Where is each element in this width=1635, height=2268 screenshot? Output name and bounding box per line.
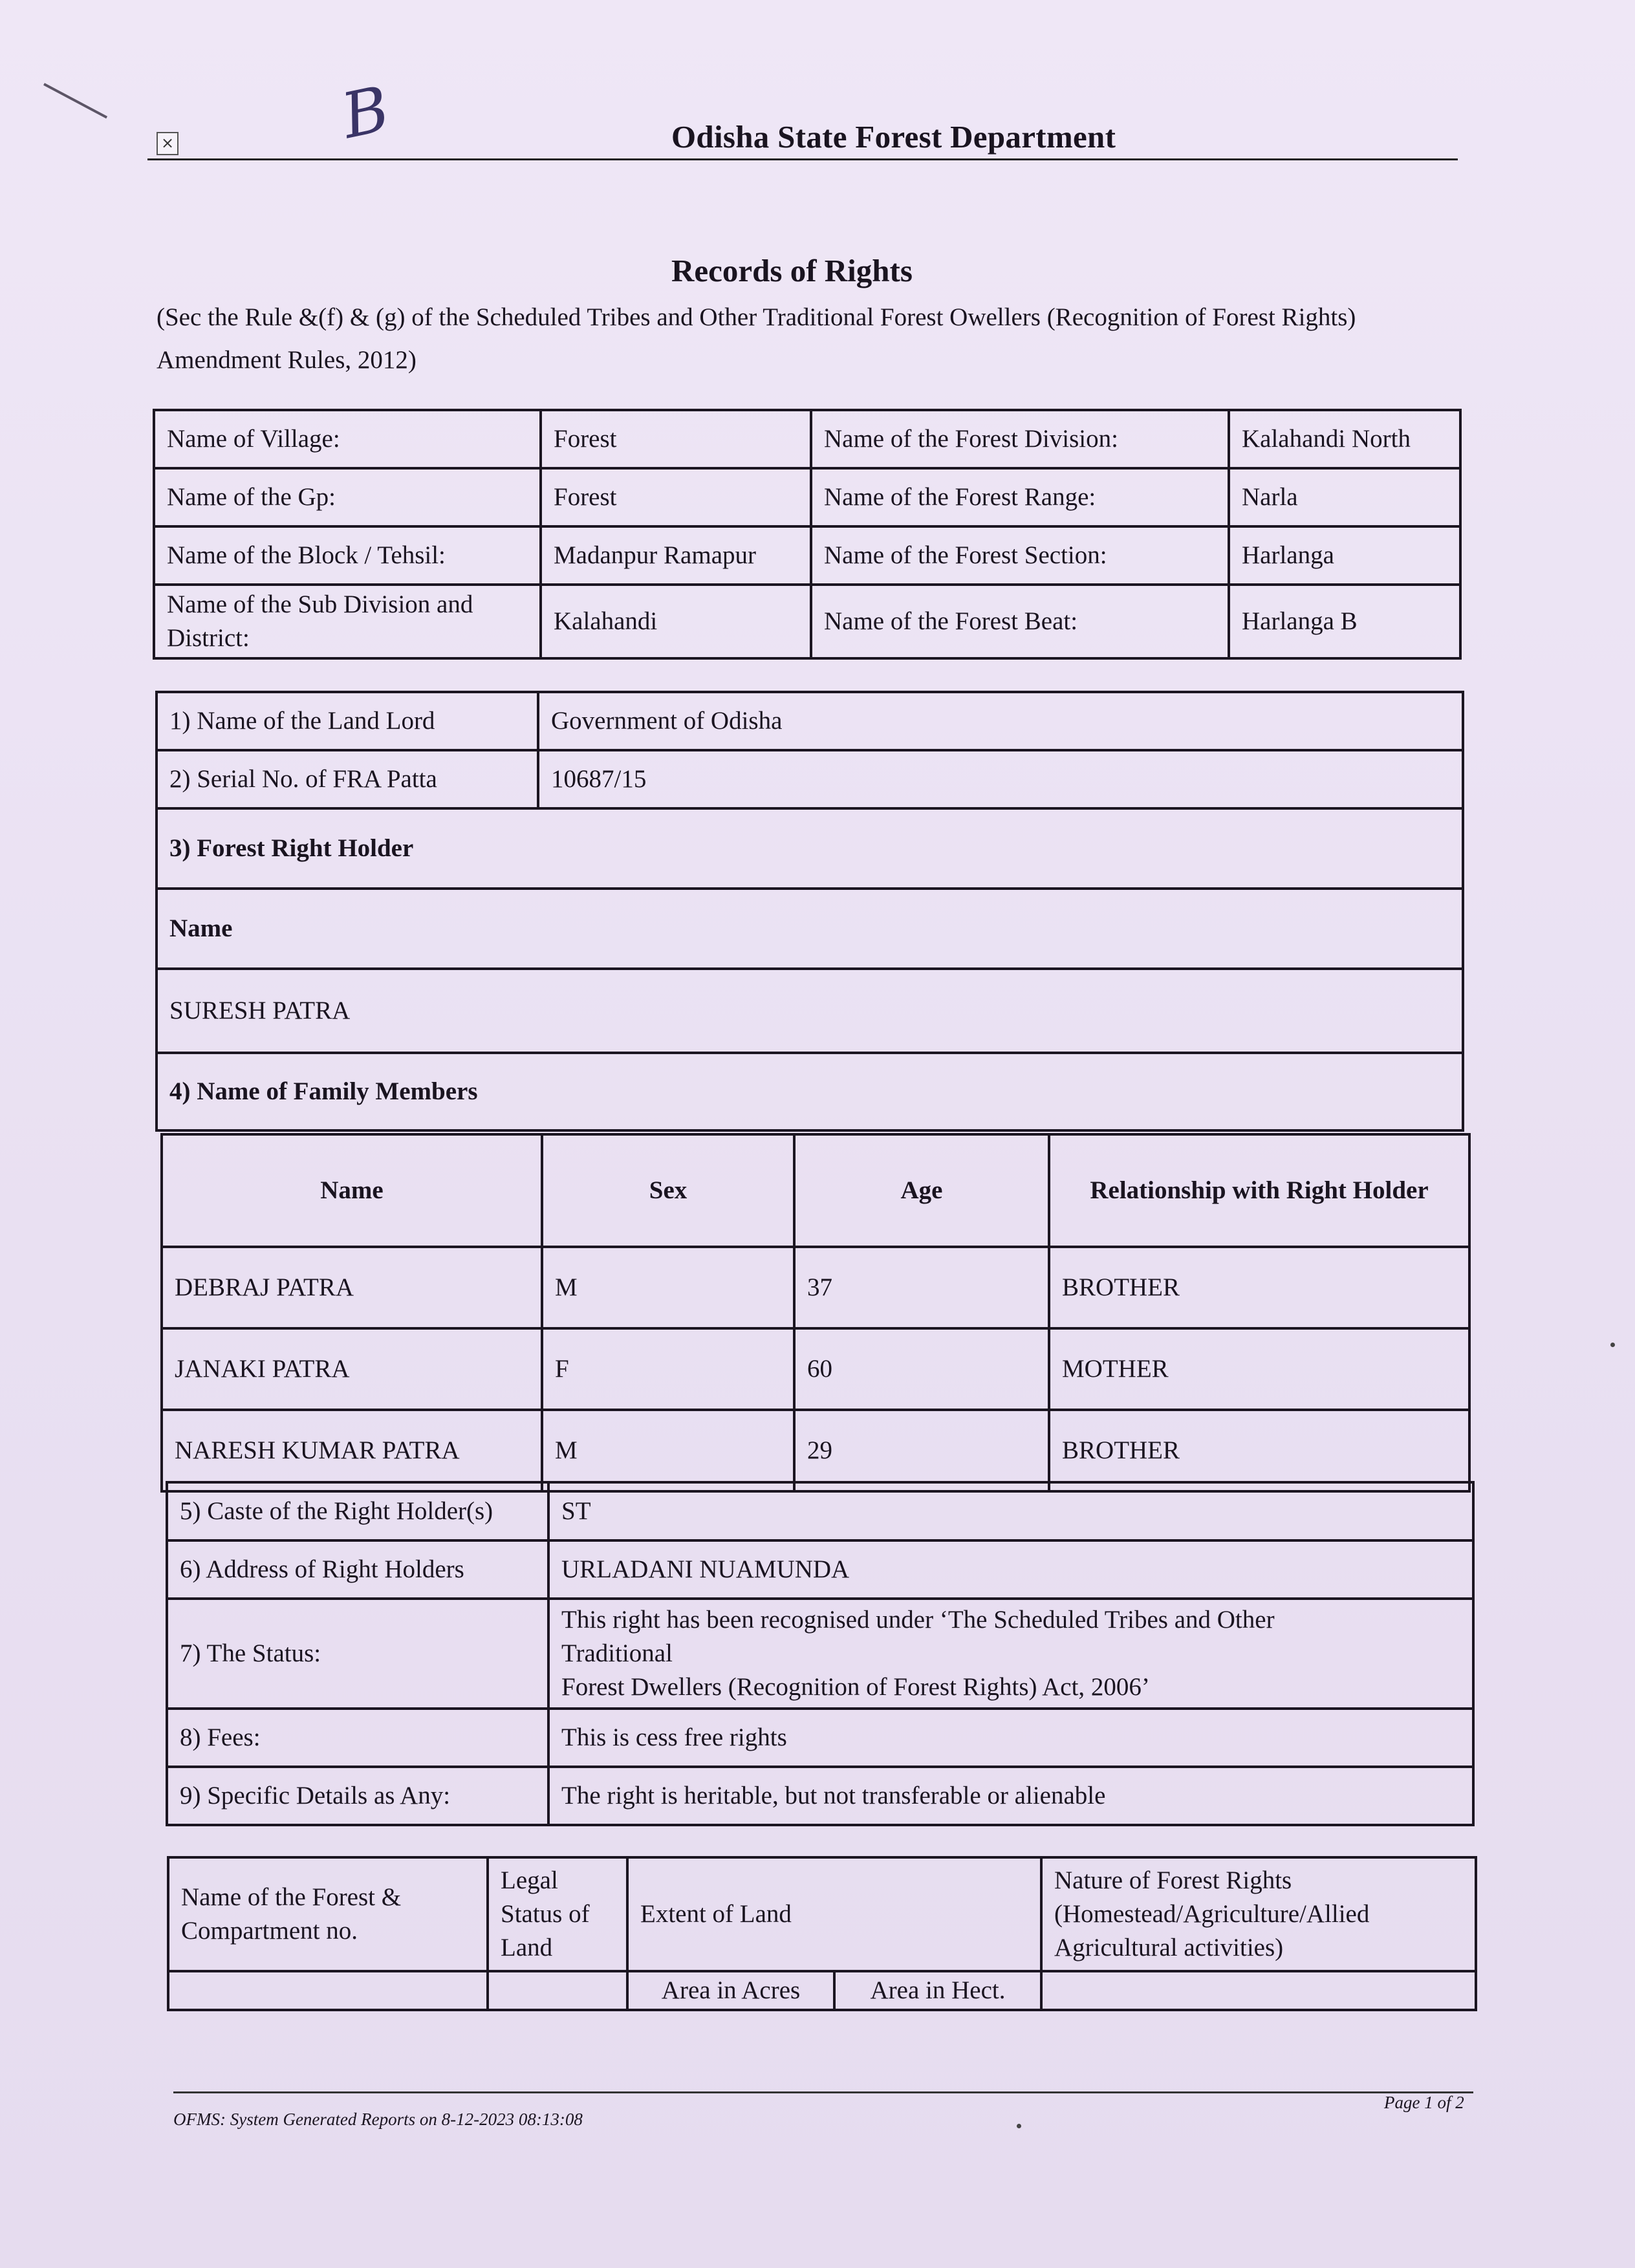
page-number: Page 1 of 2 [1384,2093,1464,2112]
land-lord-value: Government of Odisha [538,692,1463,750]
location-label: Name of the Forest Beat: [811,585,1229,658]
empty-cell [1041,1971,1476,2010]
location-value: Kalahandi North [1229,410,1460,468]
location-value: Harlanga [1229,526,1460,585]
footer-rule [173,2091,1473,2093]
detail-label: 6) Address of Right Holders [167,1540,548,1599]
column-header-relationship: Relationship with Right Holder [1049,1134,1469,1247]
rule-reference: (Sec the Rule &(f) & (g) of the Scheduled Tribes and Other Traditional Forest Owellers (Recognition of Forest Rights) Amendment Rules, 2012) [157,303,1356,374]
location-label: Name of the Forest Division: [811,410,1229,468]
table-row [157,1053,1463,1130]
detail-label: 8) Fees: [167,1709,548,1767]
table-row [168,1857,1476,1971]
member-age: 60 [794,1328,1049,1410]
land-lord-label: 1) Name of the Land Lord [157,692,538,750]
serial-value: 10687/15 [538,750,1463,808]
location-value: Harlanga B [1229,585,1460,658]
table-row [162,1247,1469,1328]
pen-stroke-mark [43,83,107,118]
location-label: Name of the Gp: [154,468,541,526]
area-acres-header: Area in Acres [627,1971,834,2010]
area-hect-header: Area in Hect. [834,1971,1041,2010]
scan-speck [1017,2124,1021,2128]
handwritten-mark: B [336,72,396,153]
location-table [153,409,1462,660]
column-header-name: Name [162,1134,542,1247]
table-row [167,1599,1473,1709]
member-name: NARESH KUMAR PATRA [162,1410,542,1491]
details-table [166,1481,1475,1826]
empty-cell [488,1971,627,2010]
table-row [168,1971,1476,2010]
table-row [167,1709,1473,1767]
status-line: This right has been recognised under ‘The Scheduled Tribes and Other [561,1606,1275,1634]
empty-cell [168,1971,488,2010]
member-sex: M [542,1410,794,1491]
table-row [167,1540,1473,1599]
table-row [162,1134,1469,1247]
detail-value: This is cess free rights [548,1709,1473,1767]
family-table [160,1133,1471,1493]
table-row [154,468,1460,526]
table-row [162,1328,1469,1410]
legal-status-header: Legal Status of Land [488,1857,627,1971]
status-line: Forest Dwellers (Recognition of Forest Rights) Act, 2006’ [561,1673,1150,1701]
broken-image-icon: × [157,132,179,155]
land-table [167,1856,1477,2011]
family-heading: 4) Name of Family Members [157,1053,1463,1130]
member-relationship: BROTHER [1049,1247,1469,1328]
location-label: Name of Village: [154,410,541,468]
serial-label: 2) Serial No. of FRA Patta [157,750,538,808]
table-row [167,1767,1473,1825]
table-row [157,969,1463,1053]
member-relationship: BROTHER [1049,1410,1469,1491]
table-row [157,808,1463,889]
member-name: DEBRAJ PATRA [162,1247,542,1328]
table-row [167,1482,1473,1540]
department-title: Odisha State Forest Department [671,119,1116,155]
document-title: Records of Rights [671,253,913,288]
generated-timestamp: OFMS: System Generated Reports on 8-12-2023 08:13:08 [173,2110,583,2129]
column-header-age: Age [794,1134,1049,1247]
nature-of-rights-header: Nature of Forest Rights (Homestead/Agriculture/Allied Agricultural activities) [1041,1857,1476,1971]
member-relationship: MOTHER [1049,1328,1469,1410]
name-heading: Name [157,889,1463,969]
member-age: 37 [794,1247,1049,1328]
location-value: Kalahandi [541,585,811,658]
location-label: Name of the Forest Section: [811,526,1229,585]
holder-table [155,691,1464,1132]
member-age: 29 [794,1410,1049,1491]
detail-value: ST [548,1482,1473,1540]
table-row [154,410,1460,468]
member-sex: F [542,1328,794,1410]
right-holder-heading: 3) Forest Right Holder [157,808,1463,889]
table-row [157,692,1463,750]
detail-value: The right is heritable, but not transferable or alienable [548,1767,1473,1825]
table-row [162,1410,1469,1491]
column-header-sex: Sex [542,1134,794,1247]
location-value: Forest [541,468,811,526]
member-name: JANAKI PATRA [162,1328,542,1410]
detail-label: 9) Specific Details as Any: [167,1767,548,1825]
header-rule [147,158,1458,160]
location-value: Forest [541,410,811,468]
detail-value [548,1599,1473,1709]
status-line: Traditional [561,1639,673,1667]
table-row [157,889,1463,969]
location-label: Name of the Forest Range: [811,468,1229,526]
extent-of-land-header: Extent of Land [627,1857,1041,1971]
right-holder-name: SURESH PATRA [157,969,1463,1053]
scan-speck [1610,1343,1615,1347]
detail-value: URLADANI NUAMUNDA [548,1540,1473,1599]
member-sex: M [542,1247,794,1328]
detail-label: 5) Caste of the Right Holder(s) [167,1482,548,1540]
table-row [154,526,1460,585]
location-value: Narla [1229,468,1460,526]
location-label: Name of the Sub Division and District: [154,585,541,658]
forest-compartment-header: Name of the Forest & Compartment no. [168,1857,488,1971]
detail-label: 7) The Status: [167,1599,548,1709]
location-label: Name of the Block / Tehsil: [154,526,541,585]
table-row [157,750,1463,808]
table-row [154,585,1460,658]
location-value: Madanpur Ramapur [541,526,811,585]
